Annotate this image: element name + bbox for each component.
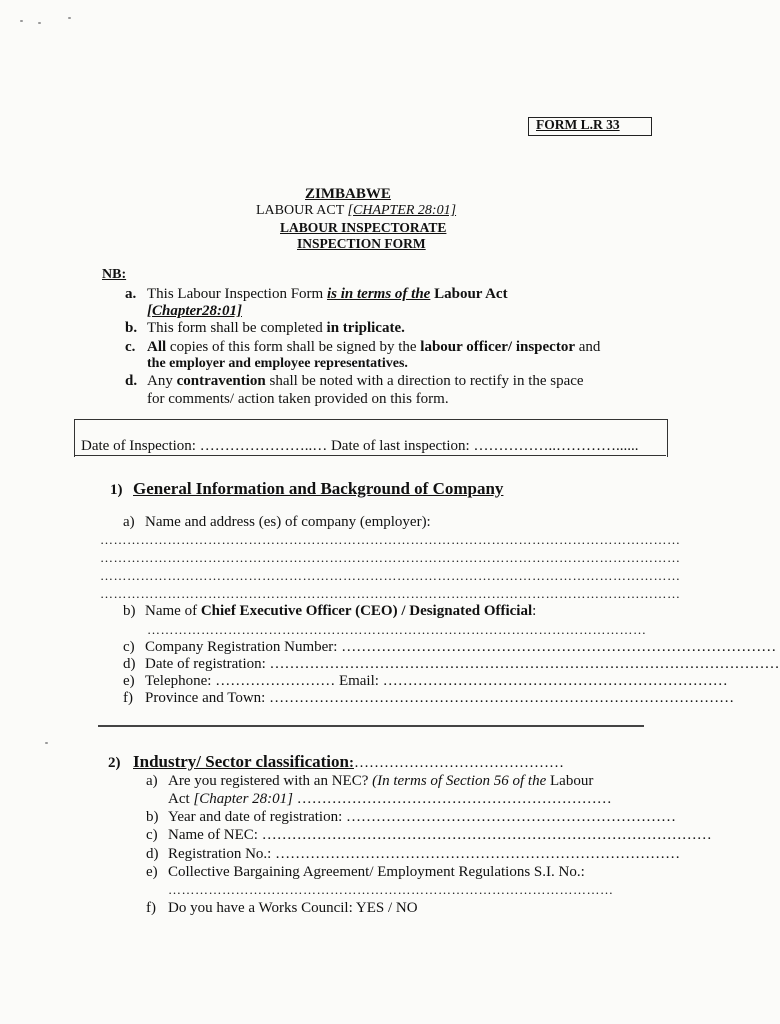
address-field-line[interactable]: ………………………………………………………………………………………………………………… — [100, 532, 681, 547]
scan-speck — [20, 20, 23, 22]
address-field-line[interactable]: ………………………………………………………………………………………………………………… — [100, 550, 681, 565]
inspection-date-label: Date of Inspection: — [81, 438, 200, 454]
s2-item-b: b) Year and date of registration: ………………………………………………………… — [146, 809, 677, 825]
nec-year-field[interactable]: ………………………………………………………… — [346, 809, 677, 825]
nb-item-c: c. All copies of this form shall be signed by the labour officer/ inspector and — [125, 339, 601, 355]
s2-item-c: c) Name of NEC: ……………………………………………………………………………… — [146, 827, 712, 843]
nb-label: NB: — [102, 267, 127, 282]
nb-item-b: b. This form shall be completed in triplicate. — [125, 320, 405, 336]
scan-speck — [38, 22, 41, 24]
nb-item-d: d. Any contravention shall be noted with a direction to rectify in the space — [125, 373, 584, 389]
section-title: General Information and Background of Company — [133, 479, 504, 498]
date-row — [81, 438, 638, 455]
registration-number-field[interactable]: …………………………………………………………………………… — [341, 639, 777, 655]
ceo-field[interactable]: ………………………………………………………………………………………………… — [147, 622, 647, 637]
s1-item-b: b) Name of Chief Executive Officer (CEO) / Designated Official: — [123, 603, 537, 619]
last-inspection-field[interactable]: ……………..…………...... — [473, 438, 639, 454]
cba-si-field[interactable]: ……………………………………………………………………………………… — [168, 882, 614, 897]
section-2-heading: 2) Industry/ Sector classification:…………………………………… — [108, 752, 564, 771]
section-number: 2) — [108, 755, 121, 771]
email-field[interactable]: …………………………………………………………… — [382, 673, 728, 689]
address-field-line[interactable]: ………………………………………………………………………………………………………………… — [100, 568, 681, 583]
registration-date-field[interactable]: ………………………………………………………………………………………… — [269, 656, 780, 672]
s2-item-d: d) Registration No.: ……………………………………………………………………… — [146, 846, 681, 862]
s1-item-d: d) Date of registration: ………………………………………………………………………………………… — [123, 656, 780, 672]
s1-item-e: e) Telephone: …………………… Email: …………………………………………………………… — [123, 673, 728, 689]
section-1-heading — [110, 479, 503, 499]
s1-item-f: f) Province and Town: ………………………………………………………………………………… — [123, 690, 735, 706]
s2-item-e: e) Collective Bargaining Agreement/ Employment Regulations S.I. No.: — [146, 864, 585, 880]
s2-item-a: a) Are you registered with an NEC? (In terms of Section 56 of the Labour — [146, 773, 594, 789]
address-field-line[interactable]: ………………………………………………………………………………………………………………… — [100, 586, 681, 601]
section-separator — [98, 725, 644, 727]
nb-item-a: a. This Labour Inspection Form is in terms of the Labour Act — [125, 286, 508, 302]
nb-item-c-cont: the employer and employee representatives. — [147, 356, 408, 371]
nb-letter: a. — [125, 286, 137, 302]
act-chapter: [CHAPTER 28:01] — [347, 203, 457, 218]
province-town-field[interactable]: ………………………………………………………………………………… — [269, 690, 735, 706]
nb-letter: c. — [125, 339, 136, 355]
s2-item-f: f) Do you have a Works Council: YES / NO — [146, 900, 418, 916]
s2-item-a-cont: Act [Chapter 28:01] ……………………………………………………… — [168, 791, 612, 807]
sector-field[interactable]: …………………………………… — [353, 755, 564, 771]
last-inspection-label: Date of last inspection: — [327, 438, 474, 454]
s1-item-c: c) Company Registration Number: …………………………………………………………………………… — [123, 639, 777, 655]
nec-registered-field[interactable]: ……………………………………………………… — [296, 791, 612, 807]
telephone-field[interactable]: …………………… — [215, 673, 336, 689]
country-heading: ZIMBABWE — [305, 186, 391, 202]
section-number: 1) — [110, 482, 123, 498]
inspection-date-field[interactable]: …………………..… — [199, 438, 328, 454]
department-heading: LABOUR INSPECTORATE — [280, 220, 447, 235]
scan-speck — [68, 17, 71, 19]
act-prefix: LABOUR ACT — [256, 203, 348, 218]
nb-letter: d. — [125, 373, 138, 389]
section-title: Industry/ Sector classification — [133, 752, 349, 771]
nec-registration-no-field[interactable]: ……………………………………………………………………… — [275, 846, 681, 862]
date-box-rule — [74, 455, 666, 456]
s1-item-a: a) Name and address (es) of company (employer): — [123, 514, 431, 530]
nb-letter: b. — [125, 320, 138, 336]
form-code: FORM L.R 33 — [536, 117, 620, 132]
nb-item-d-cont: for comments/ action taken provided on this form. — [147, 391, 449, 407]
form-title: INSPECTION FORM — [297, 236, 426, 251]
act-heading — [256, 203, 456, 219]
nb-item-a-cont: [Chapter28:01] — [147, 303, 242, 319]
scan-speck — [45, 742, 48, 744]
nec-name-field[interactable]: ……………………………………………………………………………… — [261, 827, 712, 843]
